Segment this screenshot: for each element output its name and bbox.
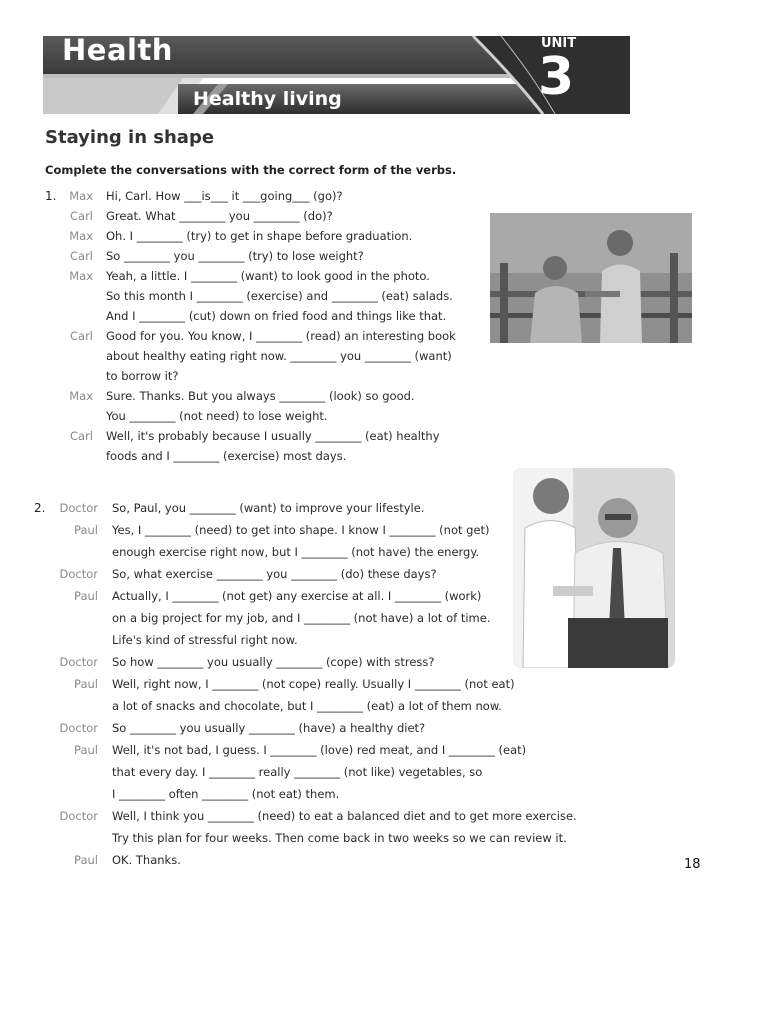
exercise-2-number: 2. xyxy=(34,501,46,515)
doctor-photo xyxy=(513,468,675,668)
page-number: 18 xyxy=(684,857,701,872)
unit-number: 3 xyxy=(538,47,575,107)
dialogue-line: So, what exercise ________ you ________ (do) these days? xyxy=(112,567,437,581)
speaker: Max xyxy=(69,229,93,243)
exercise-1-number: 1. xyxy=(45,189,57,203)
speaker: Doctor xyxy=(59,809,98,823)
dialogue-line: foods and I ________ (exercise) most days. xyxy=(106,449,347,463)
dialogue-line: Actually, I ________ (not get) any exercise at all. I ________ (work) xyxy=(112,589,482,603)
dialogue-line: Well, right now, I ________ (not cope) really. Usually I ________ (not eat) xyxy=(112,677,515,691)
dialogue-line: a lot of snacks and chocolate, but I ________ (eat) a lot of them now. xyxy=(112,699,502,713)
section-title: Staying in shape xyxy=(45,127,215,148)
dialogue-line: So this month I ________ (exercise) and ________ (eat) salads. xyxy=(106,289,453,303)
dialogue-line: So how ________ you usually ________ (cope) with stress? xyxy=(112,655,435,669)
dialogue-line: You ________ (not need) to lose weight. xyxy=(106,409,328,423)
speaker: Max xyxy=(69,189,93,203)
dialogue-line: So ________ you usually ________ (have) a healthy diet? xyxy=(112,721,426,735)
dialogue-line: Hi, Carl. How ___is___ it ___going___ (go)? xyxy=(106,189,343,203)
dialogue-line: Well, I think you ________ (need) to eat a balanced diet and to get more exercise. xyxy=(112,809,577,823)
dialogue-line: Life's kind of stressful right now. xyxy=(112,633,298,647)
dialogue-line: Well, it's not bad, I guess. I ________ (love) red meat, and I ________ (eat) xyxy=(112,743,527,757)
dialogue-line: that every day. I ________ really ________ (not like) vegetables, so xyxy=(112,765,483,779)
speaker: Doctor xyxy=(59,501,98,515)
dialogue-line: Yes, I ________ (need) to get into shape. I know I ________ (not get) xyxy=(112,523,490,537)
unit-label: UNIT xyxy=(541,36,577,51)
speaker: Max xyxy=(69,389,93,403)
instruction: Complete the conversations with the correct form of the verbs. xyxy=(45,163,457,177)
dialogue-line: I ________ often ________ (not eat) them. xyxy=(112,787,340,801)
dialogue-line: on a big project for my job, and I ________ (not have) a lot of time. xyxy=(112,611,491,625)
speaker: Doctor xyxy=(59,721,98,735)
speaker: Carl xyxy=(70,429,93,443)
gym-photo xyxy=(490,213,692,343)
dialogue-line: So ________ you ________ (try) to lose weight? xyxy=(106,249,364,263)
dialogue-line: Oh. I ________ (try) to get in shape before graduation. xyxy=(106,229,413,243)
dialogue-line: Try this plan for four weeks. Then come back in two weeks so we can review it. xyxy=(112,831,567,845)
dialogue-line: Yeah, a little. I ________ (want) to look good in the photo. xyxy=(106,269,430,283)
dialogue-line: to borrow it? xyxy=(106,369,179,383)
speaker: Paul xyxy=(74,677,98,691)
dialogue-line: Great. What ________ you ________ (do)? xyxy=(106,209,333,223)
speaker: Paul xyxy=(74,589,98,603)
speaker: Max xyxy=(69,269,93,283)
speaker: Carl xyxy=(70,209,93,223)
dialogue-line: enough exercise right now, but I ________ (not have) the energy. xyxy=(112,545,480,559)
unit-title: Health xyxy=(62,33,173,67)
dialogue-line: Good for you. You know, I ________ (read) an interesting book xyxy=(106,329,456,343)
speaker: Paul xyxy=(74,853,98,867)
dialogue-line: OK. Thanks. xyxy=(112,853,181,867)
speaker: Paul xyxy=(74,523,98,537)
dialogue-line: about healthy eating right now. ________ you ________ (want) xyxy=(106,349,452,363)
speaker: Carl xyxy=(70,329,93,343)
speaker: Doctor xyxy=(59,567,98,581)
speaker: Paul xyxy=(74,743,98,757)
dialogue-line: So, Paul, you ________ (want) to improve your lifestyle. xyxy=(112,501,425,515)
dialogue-line: And I ________ (cut) down on fried food and things like that. xyxy=(106,309,447,323)
unit-subtitle: Healthy living xyxy=(193,88,342,110)
dialogue-line: Well, it's probably because I usually ________ (eat) healthy xyxy=(106,429,440,443)
dialogue-line: Sure. Thanks. But you always ________ (look) so good. xyxy=(106,389,415,403)
speaker: Carl xyxy=(70,249,93,263)
speaker: Doctor xyxy=(59,655,98,669)
